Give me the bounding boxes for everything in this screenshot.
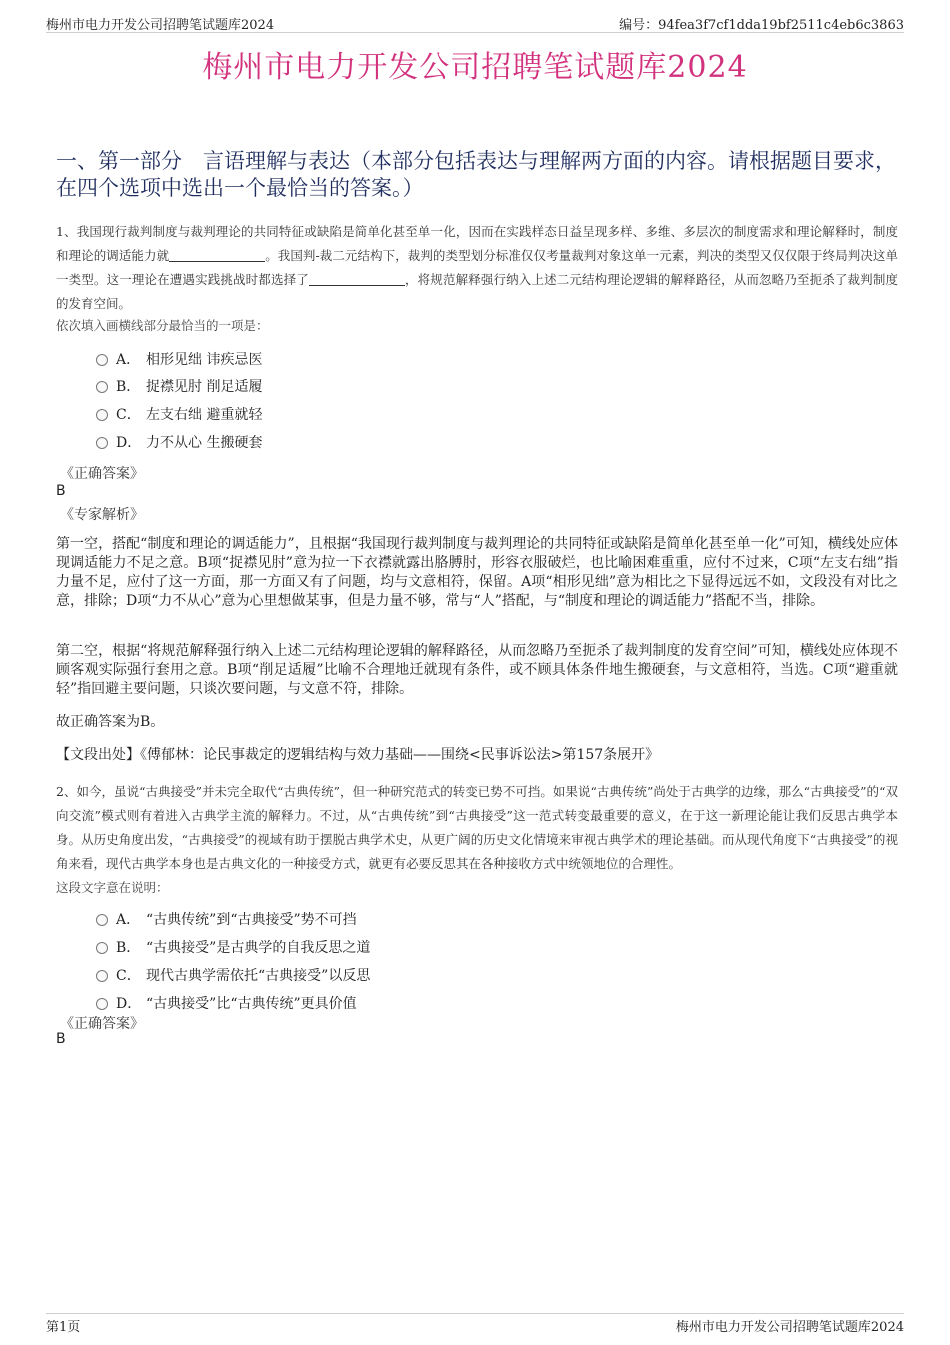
header-doc-id: 编号：94fea3f7cf1dda19bf2511c4eb6c3863 (619, 18, 904, 33)
question-1-option-c[interactable] (96, 405, 262, 425)
question-2-answer-label: 《正确答案》 (60, 1016, 144, 1032)
question-1-option-b[interactable] (96, 377, 262, 397)
question-2-text: 2、如今，虽说“古典接受”并未完全取代“古典传统”，但一种研究范式的转变已势不可挡。如果说“古典传统”尚处于古典学的边缘，那么“古典接受”的“双向交流”模式则有着进入古典学主流的解释力。不过，从“古典传统”到“古典接受”这一范式转变最重要的意义，在于这一新理论能让我们反思古典学本身。从历史角度出发，“古典接受”的视域有助于摆脱古典学术史，从更广阔的历史文化情境来审视古典学术的理论基础。而从现代角度下“古典接受”的视角来看，现代古典学本身也是古典文化的一种接受方式，就更有必要反思其在各种接收方式中统领地位的合理性。 (56, 784, 898, 871)
question-2-option-d[interactable] (96, 994, 357, 1014)
page-title: 梅州市电力开发公司招聘笔试题库2024 (202, 50, 748, 85)
question-1-text-part-c: ，将规范解释强行纳入上述二元结构理论逻辑的解释路径，从而忽略乃至扼杀了裁判制度的发育空间。 (56, 272, 898, 311)
radio-icon[interactable] (96, 970, 108, 982)
radio-icon[interactable] (96, 381, 108, 393)
option-key: C． (116, 968, 141, 984)
option-key: B． (116, 940, 141, 956)
question-1-source: 【文段出处】《傅郁林：论民事裁定的逻辑结构与效力基础——围绕<民事诉讼法>第157条展开》 (56, 747, 660, 763)
radio-icon[interactable] (96, 942, 108, 954)
option-key: B． (116, 379, 141, 395)
question-1-conclusion: 故正确答案为B。 (56, 714, 165, 730)
option-text: 力不从心 生搬硬套 (146, 435, 263, 451)
question-2-answer: B (56, 1031, 66, 1047)
option-key: A． (116, 912, 141, 928)
option-text: 左支右绌 避重就轻 (146, 407, 263, 423)
option-key: A． (116, 352, 141, 368)
radio-icon[interactable] (96, 914, 108, 926)
question-1-option-a[interactable] (96, 350, 262, 370)
question-1-blank-1 (169, 249, 265, 262)
page-footer (46, 1313, 904, 1334)
question-2-option-b[interactable] (96, 938, 370, 958)
question-1-blank-2 (309, 273, 405, 286)
question-1-option-d[interactable] (96, 433, 262, 453)
question-1-text-part-a: 1、我国现行裁判制度与裁判理论的共同特征或缺陷是简单化甚至单一化，因而在实践样态日益呈现多样、多维、多层次的制度需求和理论解释时，制度和理论的调适能力就 (56, 224, 898, 263)
option-key: D． (116, 435, 142, 451)
question-2-option-c[interactable] (96, 966, 370, 986)
radio-icon[interactable] (96, 354, 108, 366)
question-1-answer: B (56, 483, 66, 499)
header-doc-title: 梅州市电力开发公司招聘笔试题库2024 (46, 18, 275, 33)
question-1-analysis-paragraph-1: 第一空，搭配“制度和理论的调适能力”，且根据“我国现行裁判制度与裁判理论的共同特征或缺陷是简单化甚至单一化”可知，横线处应体现调适能力不足之意。B项“捉襟见肘”意为拉一下衣襟就露出胳膊肘，形容衣服破烂，也比喻困难重重，应付不过来，C项“左支右绌”指力量不足，应付了这一方面，那一方面又有了问题，均与文意相符，保留。A项“相形见绌”意为相比之下显得远远不如，文段没有对比之意，排除；D项“力不从心”意为心里想做某事，但是力量不够，常与“人”搭配，与“制度和理论的调适能力”搭配不当，排除。 (56, 536, 898, 609)
question-2-option-a[interactable] (96, 910, 357, 930)
option-text: “古典接受”比“古典传统”更具价值 (146, 996, 357, 1012)
option-text: 相形见绌 讳疾忌医 (146, 352, 263, 368)
option-text: 捉襟见肘 削足适履 (146, 379, 263, 395)
option-text: “古典接受”是古典学的自我反思之道 (146, 940, 371, 956)
footer-doc-title: 梅州市电力开发公司招聘笔试题库2024 (675, 1320, 904, 1335)
question-2-prompt: 这段文字意在说明： (56, 880, 169, 895)
question-1-prompt: 依次填入画横线部分最恰当的一项是： (56, 318, 269, 333)
radio-icon[interactable] (96, 409, 108, 421)
question-1-answer-label: 《正确答案》 (60, 466, 144, 482)
page-header (46, 14, 904, 33)
option-text: 现代古典学需依托“古典接受”以反思 (146, 968, 371, 984)
question-1-analysis-paragraph-2: 第二空，根据“将规范解释强行纳入上述二元结构理论逻辑的解释路径，从而忽略乃至扼杀了裁判制度的发育空间”可知，横线处应体现不顾客观实际强行套用之意。B项“削足适履”比喻不合理地迁就现有条件，或不顾具体条件地生搬硬套，与文意相符，当选。C项“避重就轻”指回避主要问题，只谈次要问题，与文意不符，排除。 (56, 643, 898, 697)
option-text: “古典传统”到“古典接受”势不可挡 (146, 912, 357, 928)
question-1-text (56, 220, 898, 316)
section-heading: 一、第一部分 言语理解与表达（本部分包括表达与理解两方面的内容。请根据题目要求，在四个选项中选出一个最恰当的答案。） (56, 149, 896, 200)
footer-page-number: 第1页 (46, 1320, 81, 1335)
question-1-analysis-label: 《专家解析》 (60, 507, 144, 523)
radio-icon[interactable] (96, 437, 108, 449)
option-key: D． (116, 996, 142, 1012)
radio-icon[interactable] (96, 998, 108, 1010)
question-1-text-part-b: 。我国判-裁二元结构下，裁判的类型划分标准仅仅考量裁判对象这单一元素，判决的类型又仅仅限于终局判决这单一类型。这一理论在遭遇实践挑战时都选择了 (56, 248, 898, 287)
option-key: C． (116, 407, 141, 423)
